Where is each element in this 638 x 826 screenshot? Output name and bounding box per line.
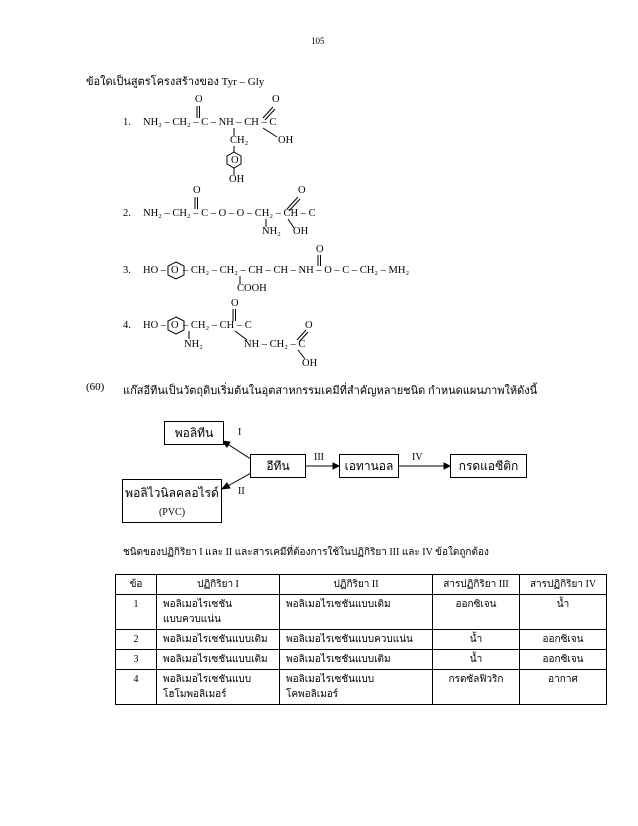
table-row	[116, 670, 607, 705]
row-number: 1	[116, 595, 157, 630]
cell-line: แบบควบแน่น	[163, 614, 221, 625]
ring-label: O	[231, 155, 239, 166]
carbonyl-oxygen: O	[305, 320, 313, 331]
sub-question-text: ชนิดของปฏิกิริยา I และ II และสารเคมีที่ต้องการใช้ในปฏิกิริยา III และ IV ข้อใดถูกต้อง	[123, 547, 489, 558]
reaction-i-cell	[157, 670, 280, 705]
hydroxy-prefix: HO –	[143, 265, 167, 276]
table-row	[116, 630, 607, 650]
hydroxyl-group: OH	[302, 358, 318, 369]
page-number: 105	[311, 36, 325, 46]
formula-main-chain: – CH₂ – CH₂ – CH – CH – NH – O – C – CH₂ – MH₂	[183, 265, 410, 276]
table-header-row	[116, 575, 607, 595]
carboxyl-group: COOH	[237, 283, 267, 294]
reagent-iii-cell: น้ำ	[433, 650, 520, 670]
table-row	[116, 650, 607, 670]
reagent-iii-cell: กรดซัลฟิวริก	[433, 670, 520, 705]
reaction-ii-cell	[280, 670, 433, 705]
carbonyl-oxygen: O	[298, 185, 306, 196]
reaction-ii-cell: พอลิเมอไรเซชันแบบเติม	[280, 650, 433, 670]
hydroxyl-group: OH	[278, 135, 294, 146]
option-number: 1.	[123, 117, 131, 128]
amino-group: NH₂	[262, 226, 281, 237]
reaction-ii-cell	[280, 595, 433, 630]
column-header: ปฏิกิริยา I	[157, 575, 280, 595]
question-60-number: (60)	[86, 381, 105, 393]
ethanol-box: เอทานอล	[339, 454, 399, 478]
reagent-iv-cell: ออกซิเจน	[520, 630, 607, 650]
ring-label: O	[171, 265, 179, 276]
column-header: ข้อ	[116, 575, 157, 595]
reaction-i-cell	[157, 595, 280, 630]
reaction-label-iv: IV	[412, 452, 423, 463]
hydroxyl-group: OH	[293, 226, 309, 237]
formula-main-chain: – CH₂ – CH – C	[183, 320, 252, 331]
reagent-iii-cell: ออกซิเจน	[433, 595, 520, 630]
methylene-group: CH₂	[230, 135, 249, 146]
acetic-acid-box: กรดแอซีติก	[450, 454, 527, 478]
option-number: 3.	[123, 265, 131, 276]
column-header: สารปฏิกิริยา III	[433, 575, 520, 595]
pvc-abbreviation: (PVC)	[158, 507, 186, 518]
reaction-label-i: I	[238, 427, 242, 438]
reaction-i-cell: พอลิเมอไรเซชันแบบเติม	[157, 630, 280, 650]
carbonyl-oxygen: O	[231, 298, 239, 309]
column-header: สารปฏิกิริยา IV	[520, 575, 607, 595]
reagent-iii-cell: น้ำ	[433, 630, 520, 650]
formula-main-chain: NH₂ – CH₂ – C – NH – CH – C	[143, 117, 277, 128]
pvc-box	[122, 479, 222, 523]
answer-table	[115, 574, 607, 705]
question-59-text: ข้อใดเป็นสูตรโครงสร้างของ Tyr – Gly	[86, 76, 265, 88]
ethene-box: อีทีน	[250, 454, 306, 478]
hydroxy-prefix: HO –	[143, 320, 167, 331]
carbonyl-oxygen: O	[193, 185, 201, 196]
pvc-name: พอลิไวนิลคลอไรด์	[125, 486, 219, 500]
row-number: 2	[116, 630, 157, 650]
option-number: 4.	[123, 320, 131, 331]
cell-line: โฮโมพอลิเมอร์	[163, 689, 227, 700]
reaction-ii-cell: พอลิเมอไรเซชันแบบควบแน่น	[280, 630, 433, 650]
polyethene-box: พอลิทีน	[164, 421, 224, 445]
reaction-i-cell: พอลิเมอไรเซชันแบบเติม	[157, 650, 280, 670]
reaction-label-ii: II	[238, 486, 245, 497]
row-number: 3	[116, 650, 157, 670]
reaction-label-iii: III	[314, 452, 324, 463]
column-header: ปฏิกิริยา II	[280, 575, 433, 595]
cell-line: พอลิเมอไรเซชันแบบ	[286, 674, 375, 685]
table-row	[116, 595, 607, 630]
reagent-iv-cell: ออกซิเจน	[520, 650, 607, 670]
reagent-iv-cell: น้ำ	[520, 595, 607, 630]
row-number: 4	[116, 670, 157, 705]
cell-line: พอลิเมอไรเซชันแบบเติม	[286, 599, 391, 610]
option-number: 2.	[123, 208, 131, 219]
carbonyl-oxygen: O	[195, 94, 203, 105]
amino-group: NH₂	[184, 339, 203, 350]
reagent-iv-cell: อากาศ	[520, 670, 607, 705]
cell-line: โคพอลิเมอร์	[286, 689, 339, 700]
cell-line: พอลิเมอไรเซชันแบบ	[163, 674, 252, 685]
formula-side-chain: NH – CH₂ – C	[244, 339, 306, 350]
carbonyl-oxygen: O	[316, 244, 324, 255]
carbonyl-oxygen: O	[272, 94, 280, 105]
cell-line: พอลิเมอไรเซชัน	[163, 599, 232, 610]
ring-label: O	[171, 320, 179, 331]
formula-main-chain: NH₂ – CH₂ – C – O – O – CH₂ – CH – C	[143, 208, 316, 219]
question-60-text: แก๊สอีทีนเป็นวัตถุดิบเริ่มต้นในอุตสาหกรรมเคมีที่สำคัญหลายชนิด กำหนดแผนภาพให้ดังนี้	[123, 385, 538, 397]
hydroxyl-group: OH	[229, 174, 245, 185]
